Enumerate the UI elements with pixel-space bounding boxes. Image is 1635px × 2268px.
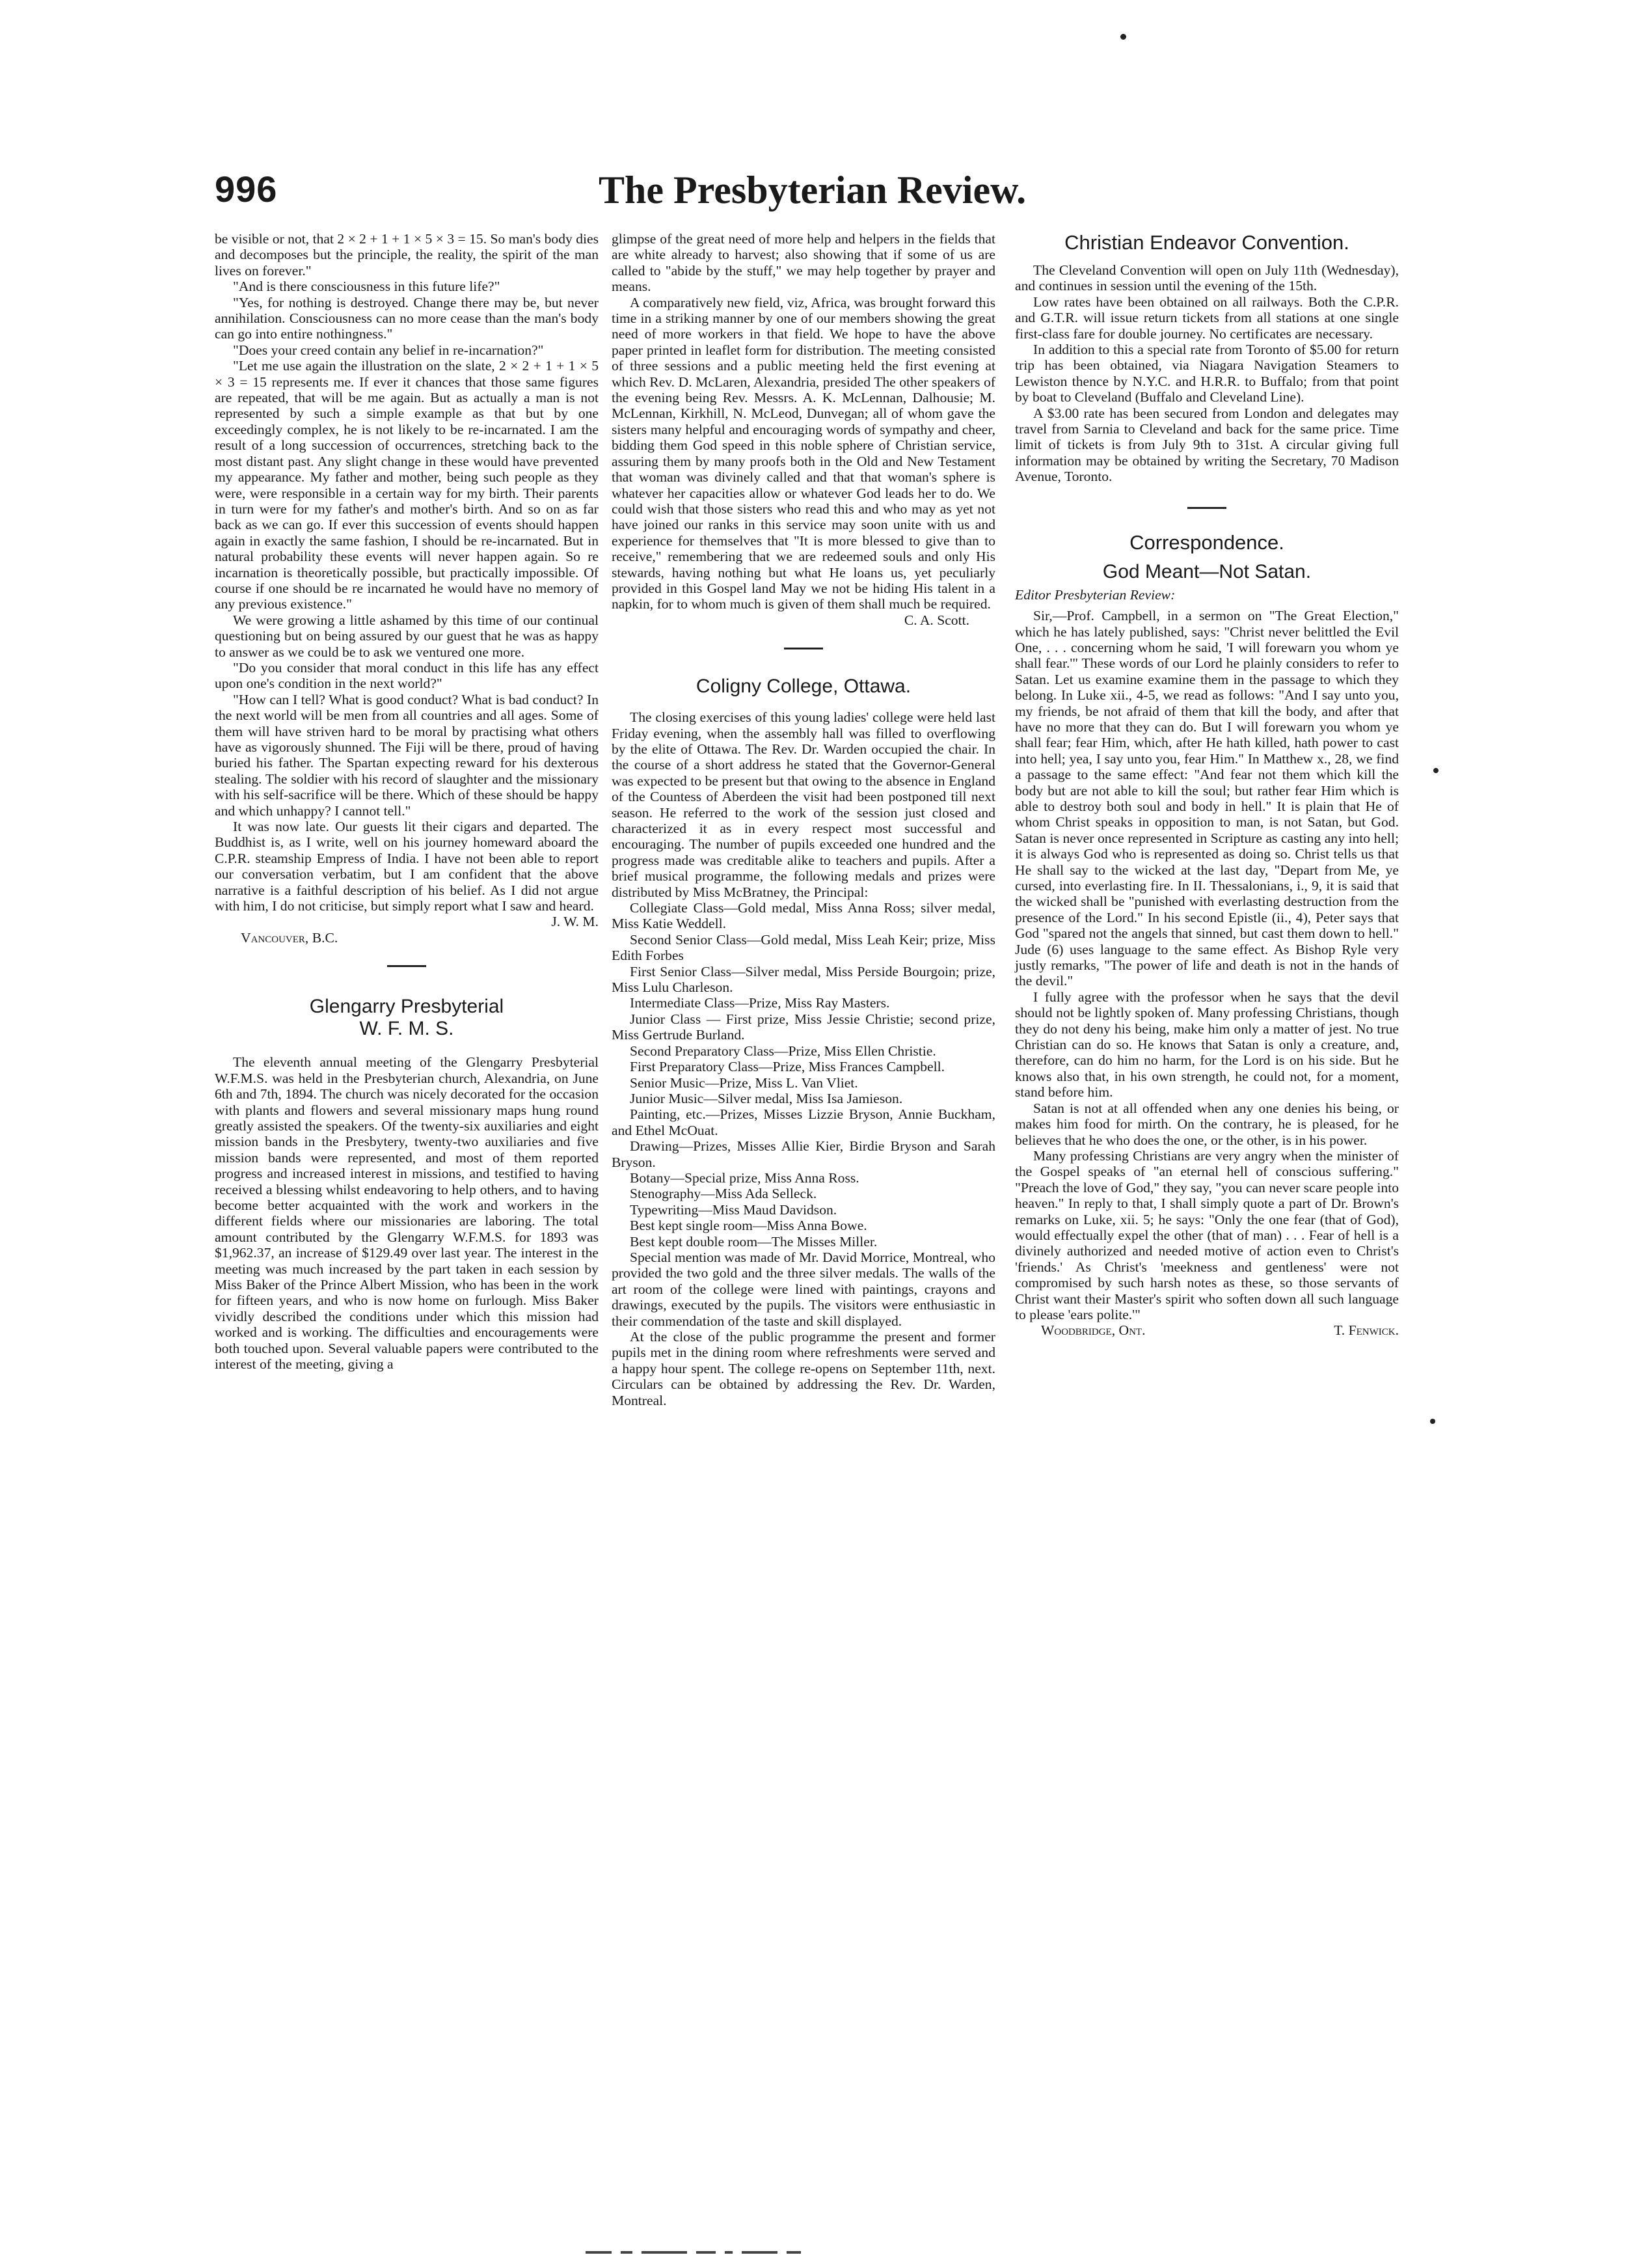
- paragraph: "And is there consciousness in this future life?": [233, 279, 500, 295]
- paragraph: Sir,—Prof. Campbell, in a sermon on "The Great Election," which he has lately published, says: "Christ never belittled the Evil One, . . . concerning whom he said, 'I will forewarn you whom ye shall fear.'" These words of our Lord he plainly considers to refer to Satan. Let us examine examine them in the passage to which they belong. In Luke xii., 4-5, we read as follows: "And I say unto you, my friends, be not afraid of them that kill the body, and after that have no more that they can do. But I will forewarn you whom ye shall fear; fear Him, which, after He hath killed, hath power to cast into hell; yea, I say unto you, fear Him." In Matthew x., 28, we find a passage to the same effect: "And fear not them which kill the body but are not able to kill the soul; but rather fear Him which is able to destroy both soul and body in hell." It is plain that He of whom Christ speaks in opposition to man, is not Satan, but God. Satan is never once represented in Scripture as casting any into hell; it is always God who is represented as doing so. Christ tells us that He shall say to the wicked at the last day, "Depart from Me, ye cursed, into everlasting fire. In II. Thessalonians, i., 9, it is said that the wicked shall be "punished with everlasting destruction from the presence of the Lord." In his second Epistle (ii., 4), Peter says that God "spared not the angels that sinned, but cast them down to hell." Jude (6) uses language to the same effect. As Bishop Ryle very justly remarks, "The power of life and death is not in the hands of the devil.": [1015, 608, 1399, 989]
- signature: J. W. M.: [551, 914, 599, 930]
- paragraph: A $3.00 rate has been secured from London and delegates may travel from Sarnia to Cleveland and back for the same price. Time limit of tickets is from July 9th to 31st. A circular giving full information may be obtained by writing the Secretary, 70 Madison Avenue, Toronto.: [1015, 405, 1399, 485]
- paragraph: glimpse of the great need of more help and helpers in the fields that are white already to harvest; also showing that if some of us are called to "abide by the stuff," we may help together by prayer and means.: [612, 231, 995, 295]
- letter-signoff: [1015, 1322, 1399, 1338]
- paragraph: The Cleveland Convention will open on July 11th (Wednesday), and continues in session until the evening of the 15th.: [1015, 262, 1399, 294]
- prize-entry: Botany—Special prize, Miss Anna Ross.: [630, 1169, 859, 1186]
- paragraph: "Yes, for nothing is destroyed. Change there may be, but never annihilation. Consciousness can no more cease than the man's body can go into entire nothingness.": [215, 294, 599, 342]
- section-heading: Coligny College, Ottawa.: [696, 676, 912, 698]
- prize-entry: Junior Music—Silver medal, Miss Isa Jamieson.: [630, 1090, 903, 1106]
- paragraph: The eleventh annual meeting of the Glengarry Presbyterial W.F.M.S. was held in the Presbyterian church, Alexandria, on June 6th and 7th, 1894. The church was nicely decorated for the occasion with plants and flowers and several missionary maps hung round greatly assisted the speakers. Of the twenty-six auxiliaries and eight mission bands in the Presbytery, twenty-two auxiliaries and five mission bands were represented, and most of them reported progress and increased interest in missions, and testified to having received a blessing whilst endeavoring to help others, and to having become better acquainted with the work and workers in the different fields where our missionaries are laboring. The total amount contributed by the Glengarry W.F.M.S. for 1893 was $1,962.37, an increase of $129.49 over last year. The interest in the meeting was much increased by the part taken in each session by Miss Baker of the Prince Albert Mission, who has been in the work for fifteen years, and who is now home on furlough. Miss Baker vividly described the conditions under which this mission had worked and is working. The difficulties and encouragements were both touched upon. Several valuable papers were contributed to the interest of the meeting, giving a: [215, 1054, 599, 1372]
- signature: T. Fenwick.: [1334, 1322, 1399, 1339]
- ink-spot: [1430, 1419, 1435, 1424]
- salutation: Editor Presbyterian Review:: [1015, 586, 1176, 603]
- prize-entry: Stenography—Miss Ada Selleck.: [630, 1186, 817, 1202]
- dateline: Woodbridge, Ont.: [1041, 1322, 1146, 1339]
- prize-entry: Senior Music—Prize, Miss L. Van Vliet.: [630, 1074, 858, 1091]
- paragraph: I fully agree with the professor when he says that the devil should not be lightly spoken of. Many professing Christians, though they do not deny his being, make him only a matter of jest. No true Christian can do so. He knows that Satan is only a creature, and, therefore, can do him no harm, for the Lord is on his side. But he knows also that, in his own strength, he could not, for a moment, stand before him.: [1015, 989, 1399, 1100]
- paragraph: Low rates have been obtained on all railways. Both the C.P.R. and G.T.R. will issue return tickets from all stations at one single first-class fare for double journey. No certificates are necessary.: [1015, 294, 1399, 342]
- paragraph: We were growing a little ashamed by this time of our continual questioning but on being assured by our guest that he was as happy to answer as we could be to ask we ventured one more.: [215, 612, 599, 660]
- prize-entry: Second Preparatory Class—Prize, Miss Ellen Christie.: [630, 1043, 936, 1059]
- article-title: God Meant—Not Satan.: [1102, 560, 1312, 582]
- prize-entry: Second Senior Class—Gold medal, Miss Leah Keir; prize, Miss Edith Forbes: [612, 931, 995, 964]
- paragraph: Satan is not at all offended when any one denies his being, or makes him food for mirth. On the contrary, he is pleased, for he believes that he who does the one, or the other, is in his power.: [1015, 1100, 1399, 1148]
- ink-spot: [1433, 768, 1439, 773]
- section-heading: Glengarry Presbyterial: [309, 996, 504, 1018]
- journal-title: The Presbyterian Review.: [599, 169, 1027, 212]
- paragraph: At the close of the public programme the present and former pupils met in the dining room where refreshments were served and a happy hour spent. The college re-opens on September 11th, next. Circulars can be obtained by addressing the Rev. Dr. Warden, Montreal.: [612, 1329, 995, 1408]
- prize-entry: Best kept single room—Miss Anna Bowe.: [630, 1218, 867, 1234]
- prize-entry: Intermediate Class—Prize, Miss Ray Masters.: [630, 995, 890, 1011]
- paragraph: "Does your creed contain any belief in re-incarnation?": [233, 342, 544, 358]
- paragraph: In addition to this a special rate from Toronto of $5.00 for return trip has been obtained, via Niagara Navigation Steamers to Lewiston thence by N.Y.C. and H.R.R. to Buffalo; from that point by boat to Cleveland (Buffalo and Cleveland Line).: [1015, 342, 1399, 405]
- prize-entry: Best kept double room—The Misses Miller.: [630, 1233, 878, 1250]
- paragraph: "Let me use again the illustration on the slate, 2 × 2 + 1 + 1 × 5 × 3 = 15 represents me. If ever it chances that those same figures are repeated, that will be me again. But as actually a man is not represented by such a simple example as that but by one exceedingly complex, he is not likely to be re-incarnated. I am the result of a long succession of occurrences, stretching back to the most distant past. Any slight change in these would have prevented my appearance. My father and mother, being such people as they were, were responsible in a certain way for my birth. Their parents in turn were for my father's and mother's birth. And so on as far back as we can go. If ever this succession of events should happen again in exactly the same fashion, I should be re-incarnated. But in natural probability these events will never happen again. So re incarnation is theoretically possible, but practically impossible. Of course if one should be re incarnated he would have no memory of any previous existence.": [215, 358, 599, 612]
- column-3: [1015, 231, 1399, 1339]
- page-number: 996: [215, 169, 278, 210]
- signature: C. A. Scott.: [904, 612, 969, 628]
- prize-entry: Typewriting—Miss Maud Davidson.: [630, 1201, 837, 1218]
- print-noise: [586, 2247, 891, 2252]
- paragraph: "How can I tell? What is good conduct? What is bad conduct? In the next world will be men from all countries and all ages. Some of them will have striven hard to be moral by practising what others have as vigorously shunned. The Fiji will be there, proud of having buried his father. The Spartan expecting reward for his dexterous stealing. The soldier with his record of slaughter and the missionary with his self-sacrifice will be there. Which of these should be happy and which unhappy? I cannot tell.": [215, 691, 599, 819]
- section-heading: Christian Endeavor Convention.: [1064, 231, 1349, 254]
- paragraph: "Do you consider that moral conduct in this life has any effect upon one's condition in the next world?": [215, 659, 599, 692]
- paragraph: be visible or not, that 2 × 2 + 1 + 1 × 5 × 3 = 15. So man's body dies and decomposes but the principle, the reality, the spirit of the man lives on forever.": [215, 231, 599, 279]
- paragraph: It was now late. Our guests lit their cigars and departed. The Buddhist is, as I write, well on his journey homeward aboard the C.P.R. steamship Empress of India. I have not been able to report our conversation verbatim, but I am confident that the above narrative is a faithful description of his belief. As I did not argue with him, I do not criticise, but simply report what I saw and heard.: [215, 819, 599, 914]
- paragraph: A comparatively new field, viz, Africa, was brought forward this time in a striking manner by one of our members showing the great need of more workers in that field. We hope to have the above paper printed in leaflet form for distribution. The meeting consisted of three sessions and a public meeting held the first evening at which Rev. D. McLaren, Alexandria, presided The other speakers of the evening being Rev. Messrs. A. K. McLennan, Dalhousie; M. McLennan, Kirkhill, N. McLeod, Dunvegan; all of whom gave the sisters many helpful and encouraging words of sympathy and cheer, bidding them God speed in this noble sphere of Christian service, assuring them by many proofs both in the Old and New Testament that woman was divinely called and that that woman's sphere is whatever her capacities allow or whatever God leads her to do. We could wish that those sisters who read this and who may as yet not have joined our ranks in this service may soon unite with us and experience for themselves that "It is more blessed to give than to receive," remembering that we are redeemed souls and only His stewards, having nothing but what He loans us, yet peculiarly provided in this Gospel land May we not be hiding His talent in a napkin, for to whom much is given of them shall much be required.: [612, 294, 995, 612]
- column-1: [215, 231, 599, 1372]
- dateline: Vancouver, B.C.: [241, 929, 338, 946]
- prize-entry: Drawing—Prizes, Misses Allie Kier, Birdie Bryson and Sarah Bryson.: [612, 1138, 995, 1170]
- paragraph: The closing exercises of this young ladies' college were held last Friday evening, when the assembly hall was filled to overflowing by the elite of Ottawa. The Rev. Dr. Warden occupied the chair. In the course of a short address he stated that the Governor-General was expected to be present but that owing to the absence in England of the Countess of Aberdeen the visit had been postponed till next season. He referred to the work of the session just closed and characterized it as in every respect most successful and encouraging. The number of pupils exceeded one hundred and the progress made was creditable alike to teachers and pupils. After a brief musical programme, the following medals and prizes were distributed by Miss McBratney, the Principal:: [612, 709, 995, 900]
- prize-entry: First Senior Class—Silver medal, Miss Perside Bourgoin; prize, Miss Lulu Charleson.: [612, 963, 995, 996]
- page-header: [215, 168, 1418, 226]
- prize-entry: Painting, etc.—Prizes, Misses Lizzie Bryson, Annie Buckham, and Ethel McOuat.: [612, 1106, 995, 1138]
- prize-entry: Collegiate Class—Gold medal, Miss Anna Ross; silver medal, Miss Katie Weddell.: [612, 900, 995, 932]
- ink-spot: [1120, 34, 1126, 40]
- section-heading: Correspondence.: [1129, 530, 1284, 554]
- column-2: [612, 231, 995, 1408]
- paragraph: Special mention was made of Mr. David Morrice, Montreal, who provided the two gold and the three silver medals. The walls of the art room of the college were lined with paintings, crayons and drawings, executed by the pupils. The visitors were enthusiastic in their commendation of the taste and skill displayed.: [612, 1249, 995, 1329]
- prize-entry: First Preparatory Class—Prize, Miss Frances Campbell.: [630, 1059, 945, 1075]
- section-heading: W. F. M. S.: [359, 1018, 454, 1040]
- paragraph: Many professing Christians are very angry when the minister of the Gospel speaks of "an eternal hell of conscious suffering." "Preach the love of God," they say, "you can never scare people into heaven." In reply to that, I shall simply quote a part of Dr. Brown's remarks on Luke, xii. 5; he says: "Only the one fear (that of God), would effectually expel the other (that of man) . . . Fear of hell is a divinely authorized and needed motive of action even to Christ's 'friends.' As Christ's 'meekness and gentleness' were not compromised by such harsh notes as these, so those servants of Christ want their Master's spirit who soften down all such language to please 'ears polite.'": [1015, 1147, 1399, 1322]
- prize-entry: Junior Class — First prize, Miss Jessie Christie; second prize, Miss Gertrude Burland.: [612, 1011, 995, 1043]
